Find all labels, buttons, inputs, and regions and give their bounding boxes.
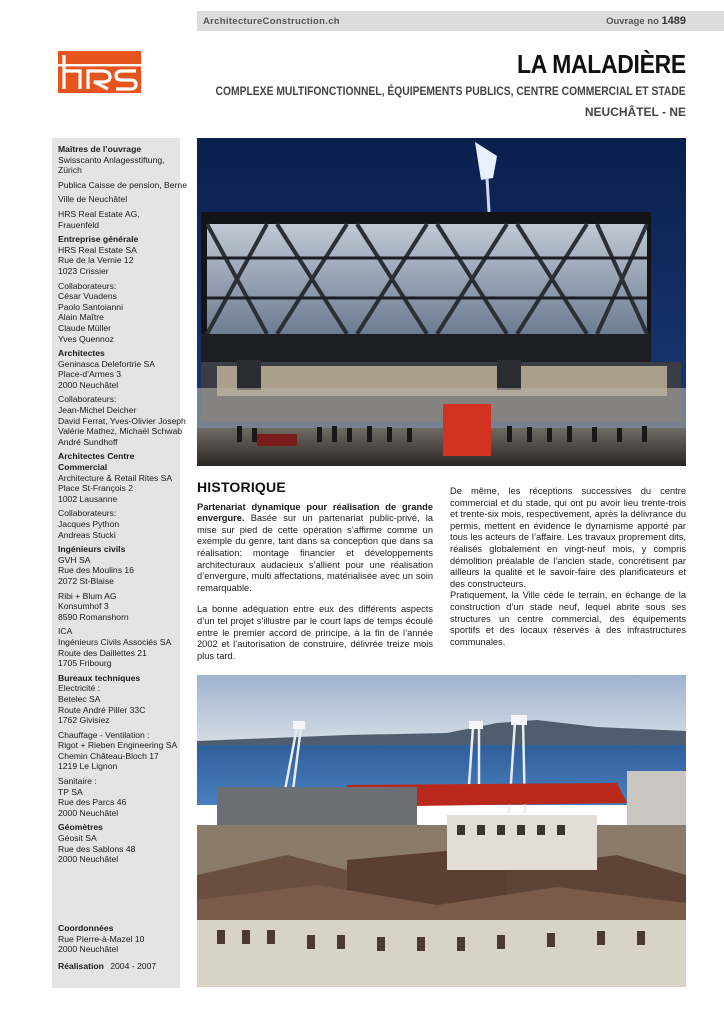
page-subtitle: COMPLEXE MULTIFONCTIONNEL, ÉQUIPEMENTS PUBLICS, CENTRE COMMERCIAL ET STADE — [215, 84, 686, 98]
credit-line: Ribi + Blum AG — [58, 590, 117, 601]
credit-block — [58, 209, 180, 230]
credit-line: Route des Daillettes 21 — [58, 647, 147, 658]
realisation-line: Réalisation 2004 - 2007 — [58, 960, 157, 971]
historique-column-2 — [450, 486, 686, 658]
credit-block — [58, 730, 180, 772]
credit-heading: Entreprise générale — [58, 234, 139, 245]
credit-line: Frauenfeld — [58, 219, 100, 230]
credit-line: Valérie Mathez, Michaël Schwab — [58, 426, 183, 437]
credit-line: 1762 Givisiez — [58, 715, 110, 726]
hrs-logo — [58, 51, 141, 93]
stadium-night-photo — [197, 138, 686, 466]
credit-line: Zürich — [58, 165, 82, 176]
coordinates-line: 2000 Neuchâtel — [58, 944, 119, 955]
credit-line: TP SA — [58, 786, 83, 797]
credit-block — [58, 234, 180, 276]
credit-line: Alain Maître — [58, 312, 104, 323]
credit-line: 1705 Fribourg — [58, 658, 112, 669]
credit-line: HRS Real Estate AG, — [58, 208, 140, 219]
credit-heading: Architectes Centre Commercial — [58, 451, 135, 473]
credit-block — [58, 451, 180, 504]
credit-heading: Bureaux techniques — [58, 672, 141, 683]
credit-heading: Ingénieurs civils — [58, 544, 126, 555]
credit-block — [58, 394, 186, 447]
paragraph-1: Partenariat dynamique pour réalisation de grande envergure. Basée sur un partenariat public-privé, la mise sur pied de cette opération s’affirme comme un exemple du genre, tant dans sa conception que dans sa réalisation: montage financier et développements architecturaux audacieux s’allient pour une réalisation d’envergure, multi affectations, matérialisée avec un soin remarquable. — [197, 501, 433, 593]
credit-heading: Architectes — [58, 348, 105, 359]
credit-line: Paolo Santoianni — [58, 301, 123, 312]
credit-line: Rue des Parcs 46 — [58, 797, 127, 808]
coordinates-heading: Coordonnées — [58, 923, 114, 933]
project-credits-sidebar — [52, 138, 187, 988]
credit-line: Architecture & Retail Rites SA — [58, 472, 173, 483]
credit-line: Rue des Moulins 16 — [58, 565, 134, 576]
credit-line: Collaborateurs: — [58, 508, 117, 519]
credit-line: Betelec SA — [58, 693, 101, 704]
credit-block — [58, 508, 180, 540]
credit-line: Yves Quennoz — [58, 333, 114, 344]
credit-line: Swisscanto Anlagesstiftung, — [58, 154, 165, 165]
credit-line: 2000 Neuchâtel — [58, 854, 119, 865]
credit-line: André Sundhoff — [58, 436, 118, 447]
credit-line: Jacques Python — [58, 519, 120, 529]
paragraph-2: La bonne adéquation entre eux des différents aspects d’un tel projet s’illustre par le court laps de temps écoulé entre le premier accord de principe, à la fin de l’année 2002 et l’autorisation de construire, délivrée treize mois plus tard. — [197, 604, 433, 661]
credit-line: 2000 Neuchâtel — [58, 807, 119, 818]
credit-line: ICA — [58, 626, 73, 637]
credit-line: Geninasca Delefortrie SA — [58, 358, 155, 369]
paragraph-4: Pratiquement, la Ville cède le terrain, en échange de la construction d’un stade neuf, lequel abrite sous ses structures un centre commercial, des équipements sportifs et des locaux réservés à des infrastructures communales. — [450, 590, 686, 647]
coordinates-block — [58, 923, 156, 971]
credit-line: César Vuadens — [58, 291, 117, 302]
credit-block — [58, 591, 180, 623]
credit-line: 8590 Romanshorn — [58, 611, 129, 622]
paragraph-3: De même, les réceptions successives du centre commercial et du stade, qui ont pu avoir lieu trente-trois et trente-six mois, respectivement, après la délivrance du permis, mettent en évidence le dynamisme apporté par tous les acteurs de l’affaire. Les travaux proprement dits, réalisés globalement en vingt-neuf mois, y compris démolition préalable de l’ancien stade, concrétisent par ailleurs la qualité et le savoir-faire des planificateurs et des constructeurs. — [450, 486, 686, 589]
location-label: NEUCHÂTEL - NE — [584, 105, 686, 119]
credit-block — [58, 673, 180, 726]
section-title-historique: HISTORIQUE — [197, 479, 286, 495]
credit-line: Chemin Château-Bloch 17 — [58, 750, 159, 761]
credit-line: Ville de Neuchâtel — [58, 194, 128, 205]
credit-block — [58, 281, 180, 345]
credit-line: Collaborateurs: — [58, 280, 117, 291]
credit-block — [58, 348, 180, 390]
credit-line: 1023 Crissier — [58, 265, 109, 276]
credit-block — [58, 544, 180, 586]
credit-line: Place-d’Armes 3 — [58, 369, 122, 380]
credit-line: Rue des Sablons 48 — [58, 843, 136, 854]
credit-block — [58, 194, 180, 205]
credit-line: Ingénieurs Civils Associés SA — [58, 636, 172, 647]
credit-line: HRS Real Estate SA — [58, 244, 137, 255]
credit-line: Géosit SA — [58, 833, 97, 844]
credit-line: Publica Caisse de pension, Berne — [58, 179, 187, 190]
credit-block — [58, 822, 180, 864]
credit-line: Claude Müller — [58, 322, 112, 333]
site-name[interactable]: ArchitectureConstruction.ch — [203, 16, 340, 27]
credit-line: Jean-Michel Deicher — [58, 405, 137, 416]
credit-block — [58, 144, 180, 176]
credit-line: GVH SA — [58, 554, 91, 565]
ouvrage-number: Ouvrage no 1489 — [606, 15, 686, 27]
credit-line: David Ferrat, Yves-Olivier Joseph — [58, 415, 186, 426]
credit-line: Konsumhof 3 — [58, 601, 109, 612]
credit-block — [58, 626, 180, 668]
credit-heading: Maîtres de l’ouvrage — [58, 144, 142, 154]
credit-line: Route André Piller 33C — [58, 704, 146, 715]
credit-line: 1002 Lausanne — [58, 493, 118, 504]
credits-list — [58, 144, 187, 865]
credit-line: 2000 Neuchâtel — [58, 379, 119, 390]
city-lake-aerial-photo — [197, 675, 686, 987]
credit-line: 1219 Le Lignon — [58, 761, 118, 772]
credit-block — [58, 179, 187, 191]
credit-heading: Géomètres — [58, 822, 103, 833]
credit-block — [58, 776, 180, 818]
credit-line: Rue de la Vernie 12 — [58, 255, 134, 266]
credit-line: Sanitaire : — [58, 776, 97, 787]
credit-line: Andreas Stucki — [58, 529, 116, 540]
historique-column-1 — [197, 479, 433, 672]
credit-line: Place St-François 2 — [58, 483, 133, 494]
coordinates-line: Rue Pierre-à-Mazel 10 — [58, 933, 145, 944]
credit-line: Collaborateurs: — [58, 394, 117, 405]
credit-line: Electricité : — [58, 683, 101, 694]
page-title: LA MALADIÈRE — [517, 49, 686, 79]
credit-line: Chauffage - Ventilation : — [58, 729, 150, 740]
credit-line: Rigot + Rieben Engineering SA — [58, 740, 178, 751]
header-bar — [197, 11, 724, 31]
credit-line: 2072 St-Blaise — [58, 575, 114, 586]
